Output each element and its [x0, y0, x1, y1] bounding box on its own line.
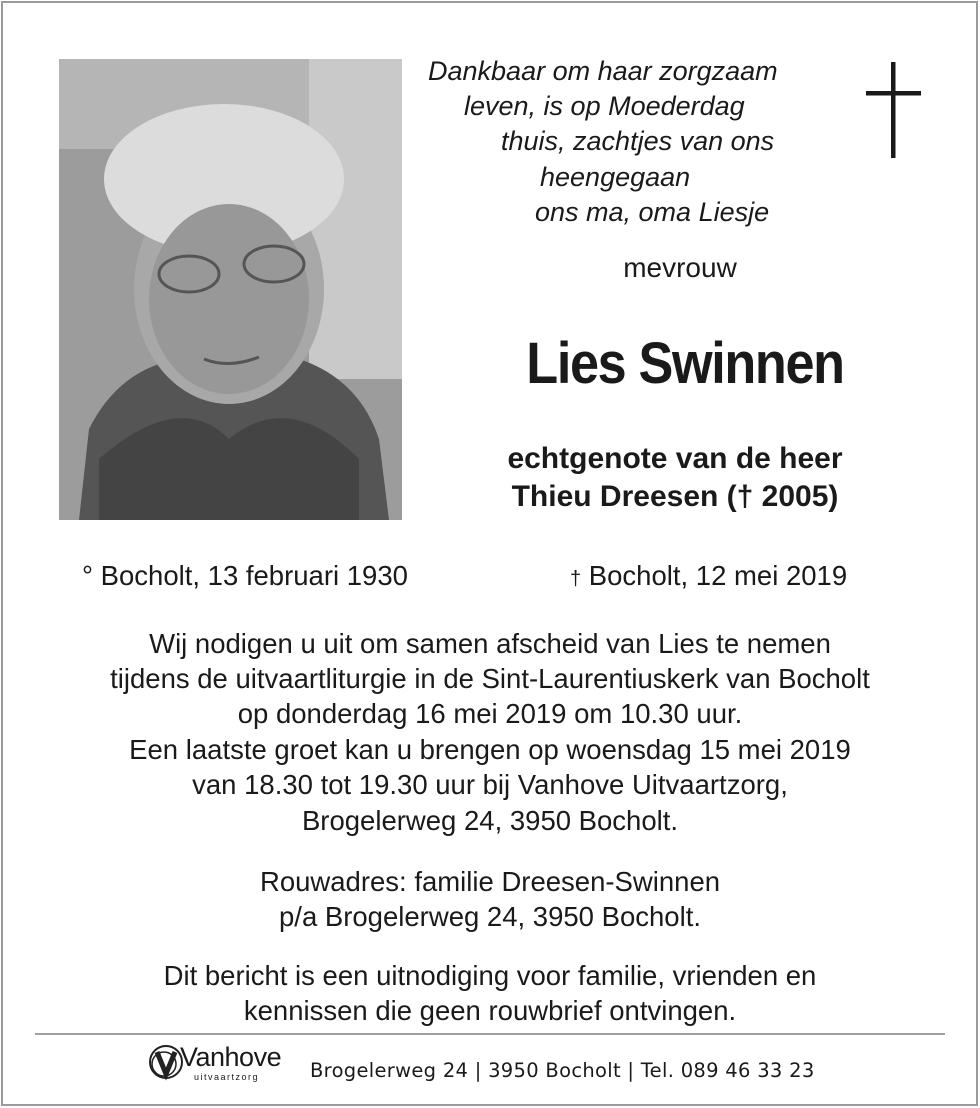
address-line: p/a Brogelerweg 24, 3950 Bocholt.	[279, 901, 701, 932]
portrait-photo	[59, 59, 402, 520]
death-info	[570, 558, 847, 597]
invitation-line: Wij nodigen u uit om samen afscheid van Lies te nemen	[149, 628, 831, 659]
vanhove-logo	[146, 1042, 296, 1084]
invitation-line: Een laatste groet kan u brengen op woensdag 15 mei 2019	[129, 734, 851, 765]
logo-subtitle: uitvaartzorg	[194, 1072, 260, 1082]
invitation-line: van 18.30 tot 19.30 uur bij Vanhove Uitvaartzorg,	[192, 769, 788, 800]
death-cross-icon: †	[570, 568, 582, 590]
note-line: Dit bericht is een uitnodiging voor familie, vrienden en	[163, 960, 817, 991]
invitation-line: tijdens de uitvaartliturgie in de Sint-Laurentiuskerk van Bocholt	[110, 663, 870, 694]
poem-line-3: thuis, zachtjes van ons	[501, 126, 775, 156]
poem-line-5: ons ma, oma Liesje	[535, 197, 770, 227]
birth-info: ° Bocholt, 13 februari 1930	[82, 560, 408, 591]
poem-line-1: Dankbaar om haar zorgzaam	[428, 56, 778, 86]
title-prefix: mevrouw	[623, 252, 737, 283]
spouse-line-1: echtgenote van de heer	[507, 442, 843, 475]
poem-line-2: leven, is op Moederdag	[464, 91, 745, 121]
note-line: kennissen die geen rouwbrief ontvingen.	[243, 995, 737, 1026]
invitation-line: Brogelerweg 24, 3950 Bocholt.	[301, 805, 679, 836]
footer-contact: Brogelerweg 24 | 3950 Bocholt | Tel. 089 46 33 23	[310, 1059, 815, 1082]
death-text: Bocholt, 12 mei 2019	[588, 560, 848, 591]
cross-icon	[866, 62, 921, 158]
address-line: Rouwadres: familie Dreesen-Swinnen	[259, 866, 721, 897]
deceased-name: Lies Swinnen	[526, 331, 844, 396]
logo-name: Vanhove	[180, 1042, 282, 1072]
footer-divider	[35, 1033, 945, 1035]
invitation-line: op donderdag 16 mei 2019 om 10.30 uur.	[237, 698, 743, 729]
spouse-line-2: Thieu Dreesen († 2005)	[511, 480, 839, 513]
poem-line-4: heengegaan	[540, 162, 691, 192]
